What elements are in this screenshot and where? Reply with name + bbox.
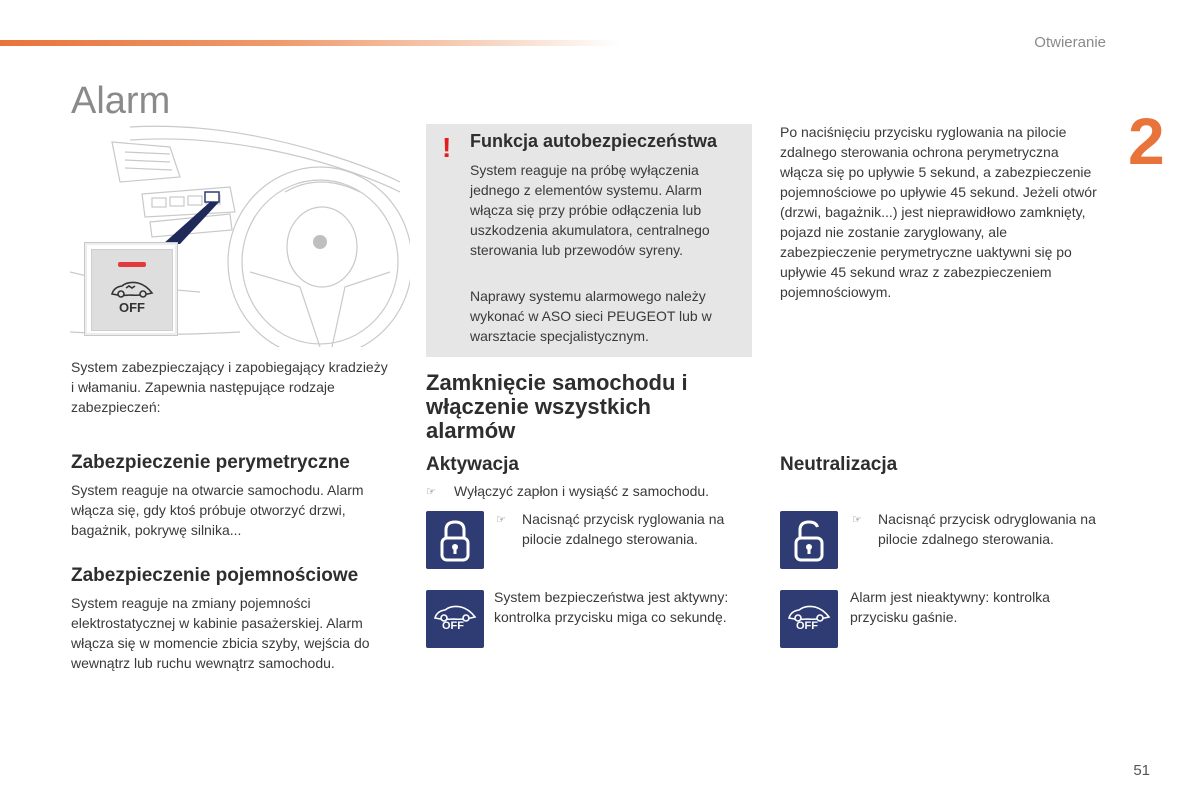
activation-step-1: Wyłączyć zapłon i wysiąść z samochodu. (454, 483, 710, 499)
bullet-icon: ☞ (852, 514, 862, 526)
alarm-button-closeup (84, 242, 178, 336)
activation-step-2: Nacisnąć przycisk ryglowania na pilocie zdalnego sterowania. (522, 511, 725, 547)
header-accent-bar (0, 40, 620, 46)
page-title: Alarm (71, 80, 171, 122)
right-column-text: Po naciśnięciu przycisku ryglowania na pilocie zdalnego sterowania ochrona perymetryczna włącza się po upływie 5 sekund, a zabezpieczenie pojemnościowe po upływie 45 sekund. Jeżeli otwór (drzwi, bagażnik...) jest nieprawidłowo zamknięty, pojazd nie zostanie zaryglowany, ale zabezpieczenie perymetryczne uaktywni się po upływie 45 sekund wraz z zabezpieczeniem pojemnościowym. (780, 124, 1097, 300)
car-alarm-off-icon (780, 590, 838, 648)
volumetric-text: System reaguje na zmiany pojemności elektrostatycznej w kabinie pasażerskiej. Alarm włącza się w momencie zbicia szyby, wejścia do wewnątrz lub ruchu wewnątrz samochodu. (71, 595, 370, 671)
locking-heading: Zamknięcie samochodu i włączenie wszystkich alarmów (426, 370, 688, 443)
neutralization-heading: Neutralizacja (780, 454, 898, 475)
padlock-open-icon (780, 511, 838, 569)
activation-status: System bezpieczeństwa jest aktywny: kontrolka przycisku miga co sekundę. (494, 589, 729, 625)
neutralization-status: Alarm jest nieaktywny: kontrolka przycisku gaśnie. (850, 589, 1050, 625)
alarm-indicator-light (118, 262, 146, 267)
bullet-icon: ☞ (496, 514, 506, 526)
volumetric-heading: Zabezpieczenie pojemnościowe (71, 565, 359, 586)
warning-title: Funkcja autobezpieczeństwa (470, 131, 718, 151)
off-label: OFF (442, 620, 464, 632)
chapter-number: 2 (1128, 104, 1165, 178)
perimeter-text: System reaguje na otwarcie samochodu. Alarm włącza się, gdy ktoś próbuje otworzyć drzwi, bagażnik, pokrywę silnika... (71, 482, 364, 538)
activation-heading: Aktywacja (426, 454, 519, 475)
warning-paragraph-2: Naprawy systemu alarmowego należy wykonać w ASO sieci PEUGEOT lub w warsztacie specjalistycznym. (470, 288, 712, 344)
dashboard-illustration (70, 122, 410, 347)
intro-text: System zabezpieczający i zapobiegający kradzieży i włamaniu. Zapewnia następujące rodzaje zabezpieczeń: (71, 359, 388, 415)
warning-icon: ! (442, 132, 452, 163)
alarm-button-face (91, 249, 173, 331)
page-number: 51 (1133, 762, 1150, 779)
neutralization-step-1: Nacisnąć przycisk odryglowania na pilocie zdalnego sterowania. (878, 511, 1096, 547)
section-label: Otwieranie (1034, 34, 1106, 51)
warning-paragraph-1: System reaguje na próbę wyłączenia jednego z elementów systemu. Alarm włącza się przy próbie odłączenia lub uszkodzenia akumulatora, centralnego sterowania lub przewodów syreny. (470, 162, 710, 258)
car-alarm-off-icon (426, 590, 484, 648)
padlock-closed-icon (426, 511, 484, 569)
bullet-icon: ☞ (426, 486, 436, 498)
perimeter-heading: Zabezpieczenie perymetryczne (71, 452, 350, 473)
off-label: OFF (796, 620, 818, 632)
alarm-button-label: OFF (119, 300, 145, 315)
